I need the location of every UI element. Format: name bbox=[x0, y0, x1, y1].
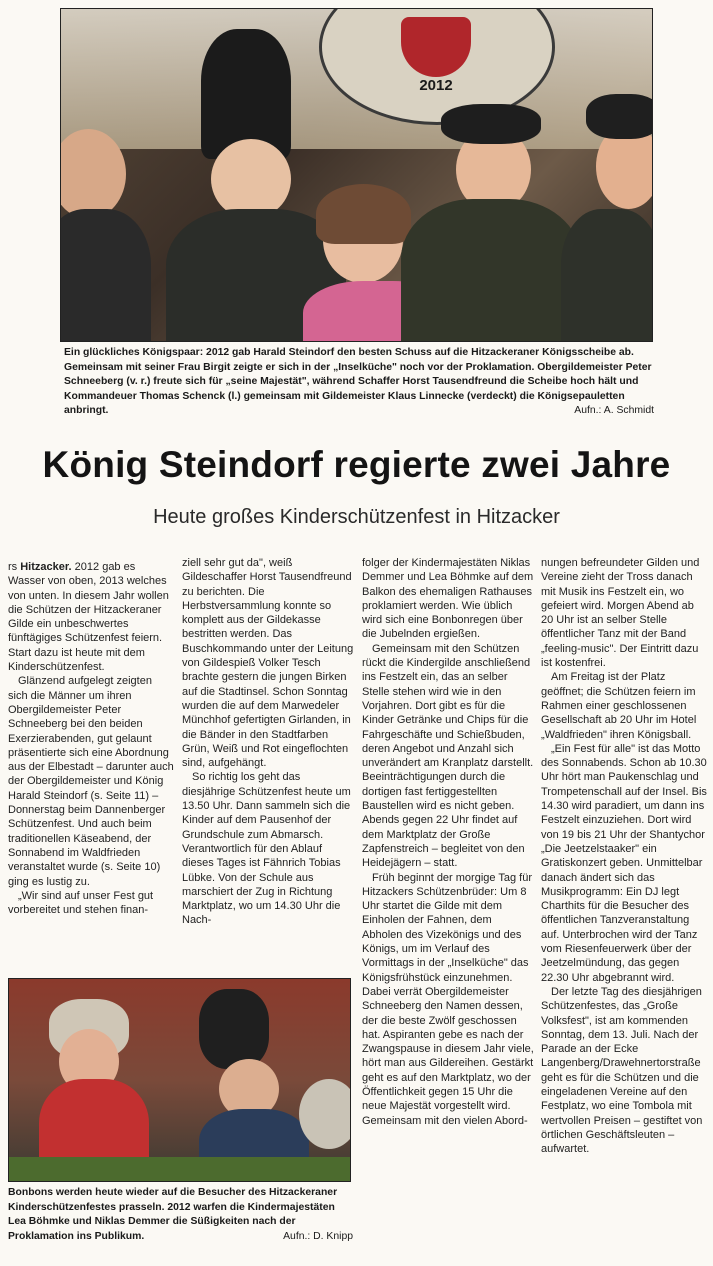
photo-caption-bottom bbox=[8, 1186, 353, 1244]
paragraph bbox=[8, 560, 174, 674]
paragraph: Früh beginnt der morgige Tag für Hitzackers Schützenbrüder: Um 8 Uhr startet die Gilde mit dem Einholen der Fahnen, dem Abholen des Vizekönigs und des Königs, um im Verlauf des Vormittags in der „Inselküche" das Königsfrühstück einzunehmen. Dabei verrät Obergildemeister Schneeberg den Namen dessen, der die beste Zwölf geschossen hat. Aspiranten gebe es nach der Zwangspause in diesem Jahr viele, hört man aus Gildereihen. Gestärkt geht es auf den Marktplatz, wo der Öffentlichkeit gegen 15 Uhr die neue Majestät vorgestellt wird. Gemeinsam mit den vielen Abord- bbox=[362, 871, 534, 1127]
subheadline: Heute großes Kinderschützenfest in Hitzacker bbox=[153, 506, 560, 528]
article-column-4 bbox=[541, 556, 709, 1261]
paragraph: folger der Kindermajestäten Niklas Demmer und Lea Böhmke auf dem Balkon des ehemaligen Rathauses proklamiert werden. Wie üblich wird sich eine Bonbonregen über die Jubelnden ergießen. bbox=[362, 557, 534, 641]
paragraph: Glänzend aufgelegt zeigten sich die Männer um ihren Obergildemeister Peter Schneeberg bei den beiden Exerzierabenden, gut gelaunt präsentierte sich eine Abordnung aus der Elbestadt – darunter auch der Obergildemeister und König Harald Steindorf (s. Seite 11) – Donnerstag beim Dannenberger Schützenfest. Und auch beim traditionellen Käseabend, der Sonnabend im Waldfrieden veranstaltet wurde (s. Seite 10) ging es lustig zu. bbox=[8, 675, 174, 888]
author-kuerzel: rs bbox=[8, 561, 18, 573]
paragraph: Der letzte Tag des diesjährigen Schützenfestes, das „Große Volksfest", ist am kommenden Sonntag, dem 13. Juli. Nach der Parade an der Ecke Langenberg/Drawehnertorstraße geht es für die Schützen und die eingeladenen Vereine auf den Festplatz, wo eine Tombola mit wertvollen Preisen – gestiftet von örtlichen Geschäftsleuten – aufwartet. bbox=[541, 985, 703, 1156]
photo-caption-top bbox=[64, 346, 654, 419]
article-column-1 bbox=[8, 560, 174, 970]
paragraph: Am Freitag ist der Platz geöffnet; die Schützen feiern im Rahmen einer geschlossenen Gesellschaft ab 20 Uhr im Hotel „Waldfrieden" ihren Königsball. bbox=[541, 671, 697, 741]
plaque-year: 2012 bbox=[419, 77, 453, 94]
caption-text: Bonbons werden heute wieder auf die Besucher des Hitzackeraner Kinderschützenfestes prasseln. 2012 warfen die Kindermajestäten Lea Böhmke und Niklas Demmer die Süßigkeiten nach der Proklamation ins Publikum. bbox=[8, 1187, 338, 1242]
article-column-2 bbox=[182, 556, 354, 970]
dateline: Hitzacker. bbox=[20, 561, 72, 573]
photo-credit: Aufn.: D. Knipp bbox=[283, 1230, 353, 1242]
photo-kindermajestaeten bbox=[8, 978, 351, 1182]
paragraph-text: 2012 gab es Wasser von oben, 2013 welches von unten. In diesem Jahr wollen die Schützen der Hitzackeraner Gilde ein unbeschwertes fünftägiges Schützenfest feiern. Start dazu ist heute mit dem Kinderschützenfest. bbox=[8, 561, 169, 674]
photo-credit: Aufn.: A. Schmidt bbox=[574, 405, 654, 416]
article-column-3 bbox=[362, 556, 534, 1261]
paragraph: So richtig los geht das diesjährige Schützenfest heute um 13.50 Uhr. Dann sammeln sich die Kinder auf dem Pausenhof der Grundschule zum Abmarsch. Verantwortlich für den Ablauf dieses Tages ist Fähnrich Tobias Lübke. Von der Schule aus marschiert der Zug in Richtung Marktplatz, wo um 14.30 Uhr die Nach- bbox=[182, 771, 351, 927]
paragraph: nungen befreundeter Gilden und Vereine zieht der Tross danach mit Musik ins Festzelt ein, wo gefeiert wird. Morgen Abend ab 20 Uhr ist an selber Stelle öffentlicher Tanz mit der Band „feeling-music". Der Eintritt dazu ist kostenfrei. bbox=[541, 557, 700, 670]
headline: König Steindorf regierte zwei Jahre bbox=[42, 444, 671, 485]
paragraph: ziell sehr gut da", weiß Gildeschaffer Horst Tausendfreund zu berichten. Die Herbstversammlung konnte so komplett aus der Gildekasse bestritten werden. Das Buschkommando unter der Leitung von Gildespieß Volker Tesch brachte gestern die jungen Birken auf die Stadtinsel. Schon Sonntag wurden die auf dem Marwedeler Münchhof gefertigten Girlanden, in die Bänder in den Stadtfarben Grün, Weiß und Rot eingeflochten sind, aufgehängt. bbox=[182, 557, 354, 770]
photo-koenigspaar bbox=[60, 8, 653, 342]
caption-text: Ein glückliches Königspaar: 2012 gab Harald Steindorf den besten Schuss auf die Hitzackeraner Königsscheibe ab. Gemeinsam mit seiner Frau Birgit zeigte er sich in der „Inselküche" noch vor der Proklamation. Obergildemeister Peter Schneeberg (v. r.) freute sich für „seine Majestät", während Schaffer Horst Tausendfreund die Scheibe hoch hält und Kommandeuer Thomas Schenck (l.) gemeinsam mit Gildemeister Klaus Linnecke (verdeckt) die Königsepauletten anbringt. bbox=[64, 347, 652, 416]
paragraph: Gemeinsam mit den Schützen rückt die Kindergilde anschließend ins Festzelt ein, das an selber Stelle stehen wird wie in den Vorjahren. Dort gibt es für die Kinder Getränke und Chips für die Fahrgeschäfte und Schießbuden, deren Angebot und Anzahl sich unverändert am Kranplatz darstellt. Beeinträchtigungen durch die dortigen fast fertiggestellten Baustellen wird es nicht geben. Abends gegen 22 Uhr findet auf dem Marktplatz der Große Zapfenstreich – begleitet von den Heidejägern – statt. bbox=[362, 642, 534, 870]
paragraph: „Ein Fest für alle" ist das Motto des Sonnabends. Schon ab 10.30 Uhr hört man Paukenschlag und Trompetenschall auf der Insel. Bis 14.30 wird paradiert, um dann ins Festzelt einzuziehen. Dort wird von 19 bis 21 Uhr der Shantychor „Die Jeetzelstaaker" ein Gratiskonzert geben. Unmittelbar danach ändert sich das Musikprogramm: Ein DJ legt Charthits für die Besucher des öffentlichen Tanzveranstaltung auf. Unterbrochen wird der Tanz vom Riesenfeuerwerk über der Jeetzelmündung, das gegen 22.30 Uhr abgebrannt wird. bbox=[541, 742, 707, 984]
paragraph: „Wir sind auf unser Fest gut vorbereitet und stehen finan- bbox=[8, 889, 154, 917]
